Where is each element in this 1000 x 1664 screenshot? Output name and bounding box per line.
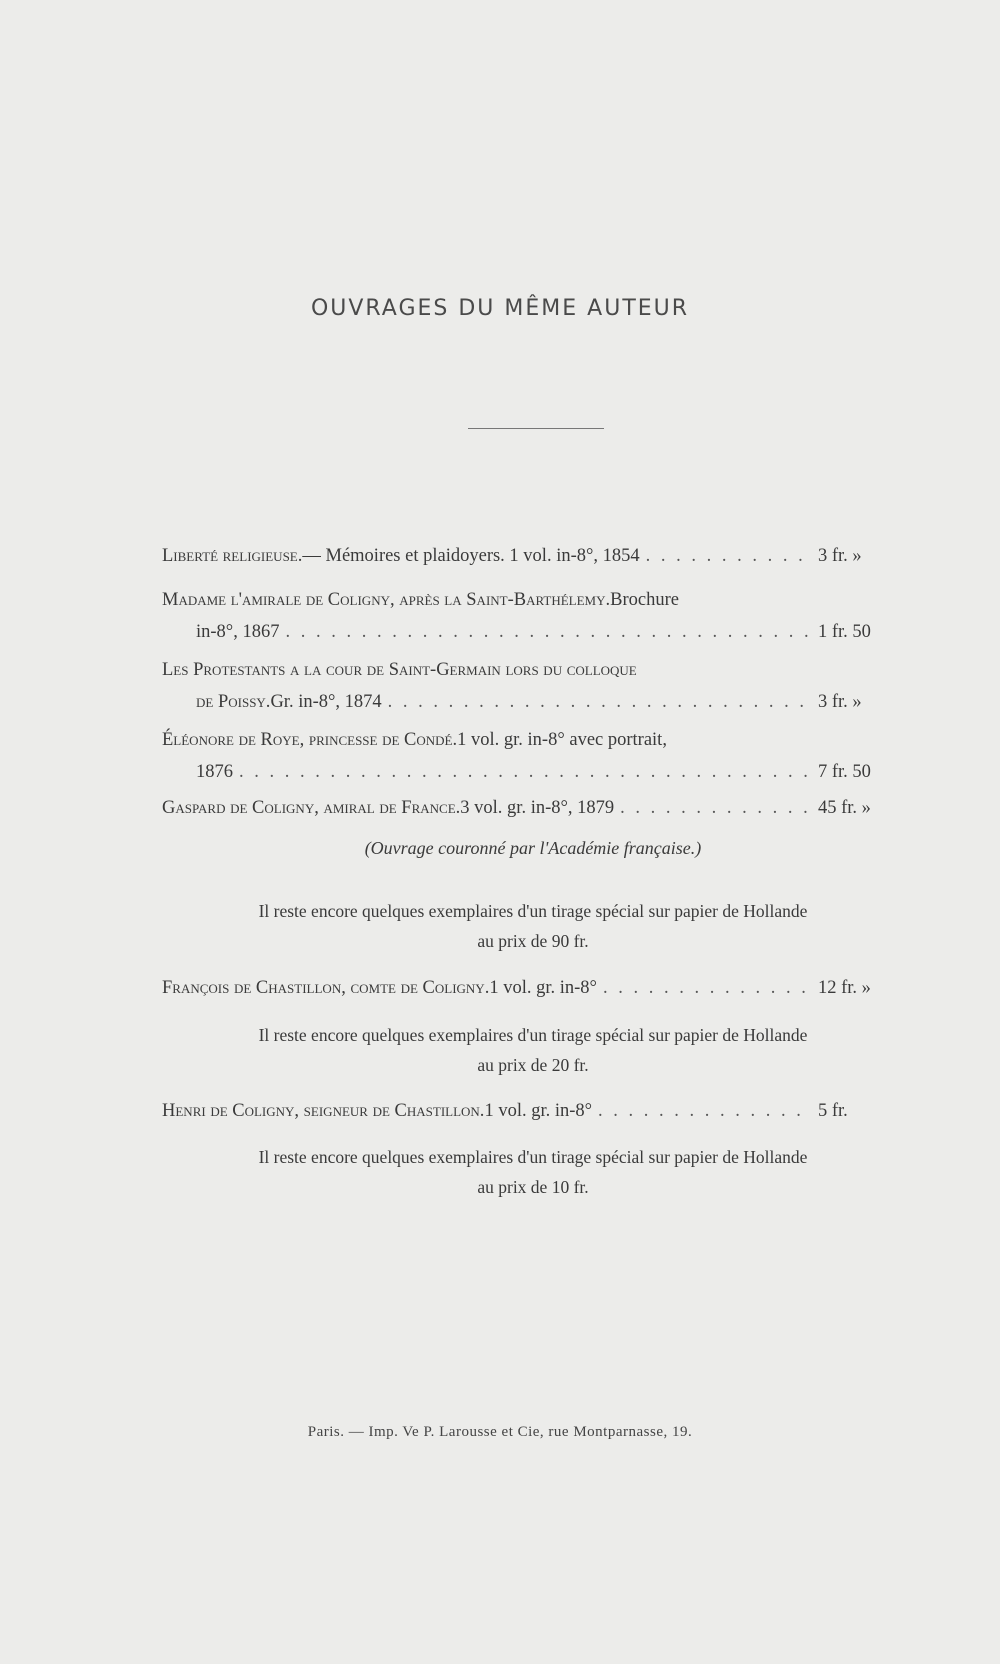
work-entry-liberte xyxy=(162,540,904,572)
special-edition-note xyxy=(160,1020,906,1080)
note-line: Il reste encore quelques exemplaires d'un tirage spécial sur papier de Hollande xyxy=(258,1147,808,1167)
work-details: 1 vol. gr. in-8° xyxy=(489,978,597,998)
work-details-cont: 1876 xyxy=(196,762,233,782)
work-title: François de Chastillon, comte de Coligny. xyxy=(162,978,490,998)
work-details-cont: in-8°, 1867 xyxy=(196,622,280,642)
special-edition-note xyxy=(160,1142,906,1202)
work-price: 3 fr. » xyxy=(818,546,862,566)
award-note: (Ouvrage couronné par l'Académie française.) xyxy=(364,838,702,858)
work-price: 7 fr. 50 xyxy=(818,762,871,782)
work-price: 12 fr. » xyxy=(818,978,871,998)
leader-dots xyxy=(603,972,812,1004)
work-title: Liberté religieuse. xyxy=(162,546,303,566)
work-title: Les Protestants a la cour de Saint-Germain lors du colloque xyxy=(162,660,637,680)
note-line: au prix de 20 fr. xyxy=(477,1055,589,1075)
work-entry-eleonore xyxy=(162,724,904,788)
work-price: 45 fr. » xyxy=(818,798,871,818)
heading-rule xyxy=(468,428,604,429)
work-title: Gaspard de Coligny, amiral de France. xyxy=(162,798,461,818)
work-details: — Mémoires et plaidoyers. 1 vol. in-8°, 1854 xyxy=(302,546,640,566)
work-details: Brochure xyxy=(610,590,679,610)
work-entry-protestants xyxy=(162,654,904,718)
note-line: au prix de 10 fr. xyxy=(477,1177,589,1197)
work-details: Gr. in-8°, 1874 xyxy=(270,692,382,712)
note-line: Il reste encore quelques exemplaires d'un tirage spécial sur papier de Hollande xyxy=(258,1025,808,1045)
note-line: au prix de 90 fr. xyxy=(477,931,589,951)
work-entry-amirale xyxy=(162,584,904,648)
special-edition-note xyxy=(160,896,906,956)
work-entry-henri xyxy=(162,1095,904,1127)
work-title-cont: de Poissy. xyxy=(196,692,271,712)
page-heading: OUVRAGES DU MÊME AUTEUR xyxy=(310,296,690,321)
work-details: 1 vol. gr. in-8° avec portrait, xyxy=(457,730,667,750)
work-price: 5 fr. xyxy=(818,1101,848,1121)
leader-dots xyxy=(620,792,812,824)
note-line: Il reste encore quelques exemplaires d'un tirage spécial sur papier de Hollande xyxy=(258,901,808,921)
leader-dots xyxy=(285,616,812,648)
leader-dots xyxy=(646,540,812,572)
leader-dots xyxy=(239,756,812,788)
work-details: 3 vol. gr. in-8°, 1879 xyxy=(460,798,615,818)
work-details: 1 vol. gr. in-8° xyxy=(484,1101,593,1121)
leader-dots xyxy=(388,686,812,718)
work-entry-gaspard xyxy=(162,792,904,824)
printer-imprint: Paris. — Imp. Ve P. Larousse et Cie, rue Montparnasse, 19. xyxy=(307,1424,693,1440)
work-price: 3 fr. » xyxy=(818,692,862,712)
work-entry-francois xyxy=(162,972,904,1004)
work-title: Éléonore de Roye, princesse de Condé. xyxy=(162,730,458,750)
work-price: 1 fr. 50 xyxy=(818,622,871,642)
leader-dots xyxy=(598,1095,812,1127)
work-title: Henri de Coligny, seigneur de Chastillon. xyxy=(162,1101,485,1121)
work-title: Madame l'amirale de Coligny, après la Saint-Barthélemy. xyxy=(162,590,611,610)
